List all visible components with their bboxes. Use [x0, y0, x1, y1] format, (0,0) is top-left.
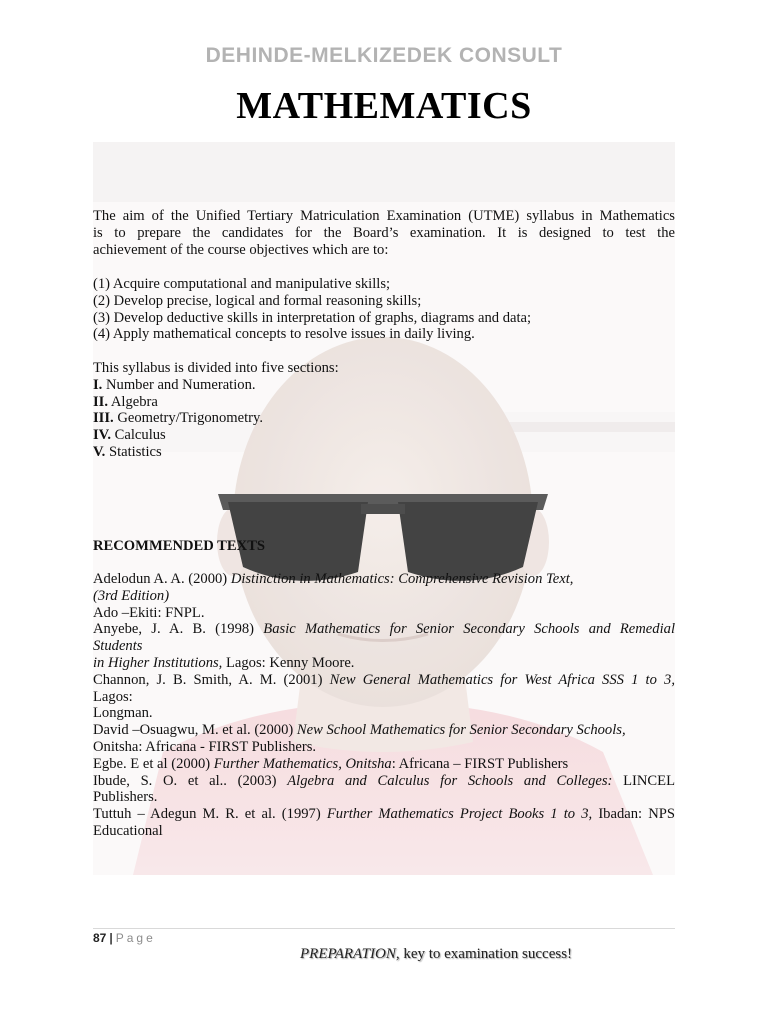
reference-author: Anyebe, J. A. B. (1998)	[93, 621, 264, 638]
sections-list	[93, 360, 675, 461]
reference-line: Educational	[93, 822, 163, 839]
slogan-text: , key to examination success!	[395, 946, 573, 962]
reference-title: Further Mathematics Project Books 1 to 3,	[326, 806, 593, 823]
page-label: Page	[115, 931, 156, 945]
section-item	[93, 427, 675, 444]
intro-line: achievement of the course objectives which are to:	[93, 241, 389, 258]
reference-title: New General Mathematics for West Africa SSS 1 to 3,	[329, 671, 676, 688]
intro-paragraph	[93, 208, 675, 258]
reference-publisher: : Africana – FIRST Publishers	[391, 755, 569, 772]
objective-item: (3) Develop deductive skills in interpretation of graphs, diagrams and data;	[93, 309, 532, 326]
reference-line	[93, 588, 675, 605]
reference-line	[93, 806, 675, 823]
section-numeral: I.	[93, 376, 103, 393]
reference-title: Further Mathematics, Onitsha	[213, 755, 392, 772]
objective-item: (1) Acquire computational and manipulative skills;	[93, 276, 391, 292]
reference-line	[93, 756, 675, 773]
reference-title: New School Mathematics for Senior Secondary Schools,	[296, 722, 626, 739]
document-title: MATHEMATICS	[236, 85, 532, 127]
reference-author: Adelodun A. A. (2000)	[93, 571, 231, 587]
reference-line	[93, 722, 675, 739]
sections-intro: This syllabus is divided into five sections:	[93, 360, 339, 376]
section-name: Algebra	[110, 393, 158, 410]
section-name: Number and Numeration.	[105, 376, 256, 393]
reference-author: Egbe. E et al (2000)	[93, 755, 214, 772]
reference-line: Ado –Ekiti: FNPL.	[93, 604, 205, 621]
section-numeral: V.	[93, 443, 106, 460]
intro-line: is to prepare the candidates for the Board’s examination. It is designed to test the	[93, 224, 675, 241]
reference-line: Lagos:	[93, 688, 133, 705]
section-name: Geometry/Trigonometry.	[117, 410, 263, 427]
page-number-value: 87	[93, 931, 107, 945]
footer-divider	[93, 928, 675, 929]
reference-title: Students	[93, 638, 143, 655]
reference-edition: (3rd Edition)	[93, 587, 170, 604]
reference-line: Longman.	[93, 705, 153, 722]
reference-title: Distinction in Mathematics: Comprehensive Revision Text,	[230, 571, 574, 587]
recommended-texts-heading: RECOMMENDED TEXTS	[93, 538, 266, 554]
section-item	[93, 444, 675, 461]
reference-publisher: Lagos: Kenny Moore.	[222, 654, 355, 671]
reference-line: Onitsha: Africana - FIRST Publishers.	[93, 738, 317, 755]
header-brand: DEHINDE-MELKIZEDEK CONSULT	[205, 44, 563, 67]
section-name: Calculus	[114, 427, 166, 444]
reference-line	[93, 773, 675, 790]
section-numeral: III.	[93, 410, 114, 427]
reference-title: in Higher Institutions,	[93, 654, 223, 671]
slogan-emphasis: PREPARATION	[300, 946, 396, 962]
reference-author: Tuttuh – Adegun M. R. et al. (1997)	[93, 806, 327, 823]
objective-item: (2) Develop precise, logical and formal reasoning skills;	[93, 292, 422, 309]
section-item	[93, 394, 675, 411]
reference-title: Basic Mathematics for Senior Secondary Schools and Remedial	[263, 621, 675, 638]
section-item	[93, 377, 675, 394]
reference-line	[93, 655, 675, 672]
objectives-list	[93, 276, 675, 343]
section-item	[93, 410, 675, 427]
reference-line	[93, 672, 675, 689]
reference-title: Algebra and Calculus for Schools and Colleges:	[287, 772, 613, 789]
intro-line: The aim of the Unified Tertiary Matriculation Examination (UTME) syllabus in Mathematics	[93, 208, 675, 224]
page-number-separator: |	[109, 931, 113, 945]
references-list	[93, 571, 675, 840]
reference-publisher: Ibadan: NPS	[592, 806, 675, 823]
reference-line: Publishers.	[93, 789, 158, 806]
reference-line	[93, 571, 675, 588]
section-numeral: IV.	[93, 427, 111, 444]
footer-slogan	[300, 946, 572, 963]
reference-line	[93, 621, 675, 638]
reference-publisher: LINCEL	[612, 772, 675, 789]
reference-author: David –Osuagwu, M. et al. (2000)	[93, 722, 297, 739]
reference-line	[93, 638, 675, 655]
objective-item: (4) Apply mathematical concepts to resolve issues in daily living.	[93, 326, 475, 343]
reference-author: Ibude, S. O. et al.. (2003)	[93, 772, 288, 789]
reference-author: Channon, J. B. Smith, A. M. (2001)	[93, 671, 330, 688]
page-number	[93, 931, 156, 945]
section-numeral: II.	[93, 393, 109, 410]
section-name: Statistics	[108, 443, 162, 460]
